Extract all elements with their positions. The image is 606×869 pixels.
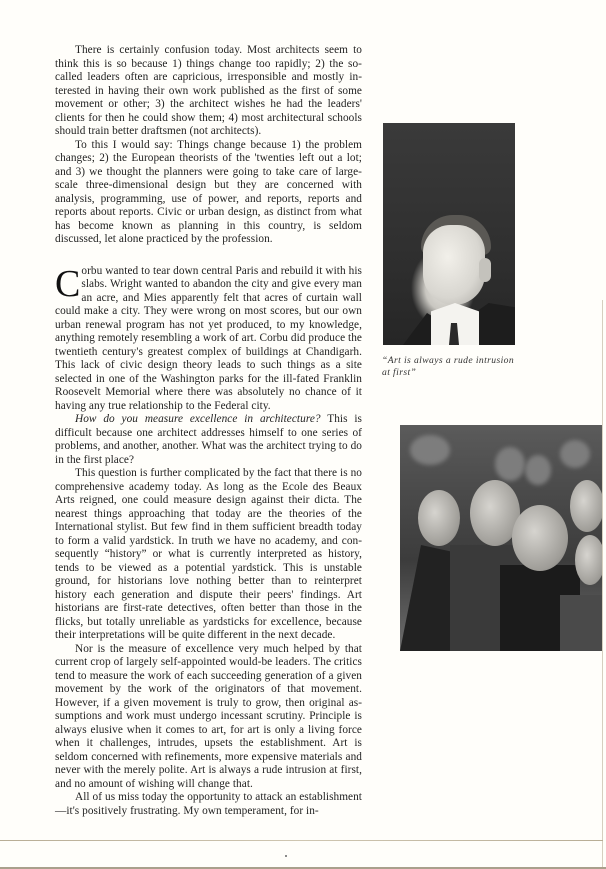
- audience-head: [512, 505, 568, 571]
- portrait-ear: [479, 258, 491, 282]
- portrait-photo: [383, 123, 515, 345]
- question-italic: How do you measure excellence in architecture?: [75, 413, 321, 425]
- audience-head: [570, 480, 603, 532]
- page-edge-bottom: [0, 840, 603, 841]
- audience-bg-head: [525, 455, 551, 485]
- audience-suit: [560, 595, 603, 651]
- paragraph-corbu-text: orbu wanted to tear down central Paris and rebuild it with his slabs. Wright wanted to abandon the city and give every man an acre, and Mies apparently felt that acres of curtain wall could make a city. They were wrong on most scores, but our own urban renewal program has not yet produced, to my knowledge, anything remotely resembling a work of art. Corbu did produce the twentieth century's greatest complex of buildings at Chandigarh. This lack of civic design theory leads to such things as a site selected in one of the Washington parks for the ill-fated Franklin Roosevelt Memorial where there was absolutely no chance of it having any true relationship to the Federal city.: [55, 264, 362, 412]
- paragraph-things-change: To this I would say: Things change because 1) the problem changes; 2) the European theorists of the 'twenties left out a lot; and 3) we thought the planners were going to take care of large-scale three-dimensional design but they are concerned with analysis, programming, use of power, and reports, reports and reports about reports. Civic or urban design, as distinct from what has become known as planning in this country, is seldom discussed, let alone practiced by the profession.: [55, 138, 362, 245]
- paper-speck: [285, 855, 287, 857]
- audience-bg-head: [410, 435, 450, 465]
- audience-bg-head: [495, 447, 525, 481]
- article-column: [55, 44, 362, 818]
- portrait-caption: “Art is always a rude intrusion at first”: [382, 355, 515, 378]
- paragraph-corbu: [55, 247, 362, 414]
- question-rest: This is difficult because one architect addresses himself to one series of problems, and another, another. What was the architect trying to do in the first place?: [55, 413, 362, 466]
- audience-photo: [400, 425, 603, 651]
- portrait-face: [423, 225, 485, 305]
- drop-cap: C: [55, 262, 81, 305]
- audience-head: [575, 535, 603, 585]
- paragraph-academy: This question is further complicated by the fact that there is no comprehensive academy today. As long as the Ecole des Beaux Arts reigned, one could measure design against their dicta. The nearest things approaching that today are the theories of the International stylist. But few find in them sufficient breadth today to form a valid yardstick. In truth we have no academy, and consequently “history” or what is currently interpreted as history, tends to be viewed as a potential yardstick. This is unstable ground, for historians love nothing better than to reinterpret history each generation and dispute their peers' findings. Art historians are first-rate detectives, often better than those in the flicks, but totally unreliable as yardsticks for excellence, because their interpretations will be quite different in the next decade.: [55, 467, 362, 641]
- paragraph-measure: Nor is the measure of excellence very much helped by that current crop of largely self-appointed would-be leaders. The critics tend to measure the work of each succeeding generation of a given movement by the work of the originators of that movement. However, if a given movement is truly to grow, then original assumptions and work must undergo incessant scrutiny. Principle is always elusive when it comes to art, for art is only a living force when it challenges, intrudes, upsets the establishment. Art is seldom concerned with refinements, more expensive materials and never with the merely polite. Art is always a rude intrusion at first, and no amount of wishing will change that.: [55, 642, 362, 790]
- page-edge-right: [602, 300, 603, 869]
- paragraph-excellence-question: [55, 413, 362, 467]
- paragraph-confusion: There is certainly confusion today. Most architects seem to think this is so because 1) things change too rapidly; 2) the so-called leaders often are capricious, irresponsible and mostly interested in having their own work published as the first of some movement or other; 3) the architect wishes he had the leaders' clients for then he could show them; 4) most architectural schools should train better draftsmen (not architects).: [55, 44, 362, 137]
- audience-head: [418, 490, 460, 546]
- paragraph-establishment: All of us miss today the opportunity to attack an establishment—it's positively frustrating. My own temperament, for in-: [55, 791, 362, 817]
- audience-bg-head: [560, 440, 590, 468]
